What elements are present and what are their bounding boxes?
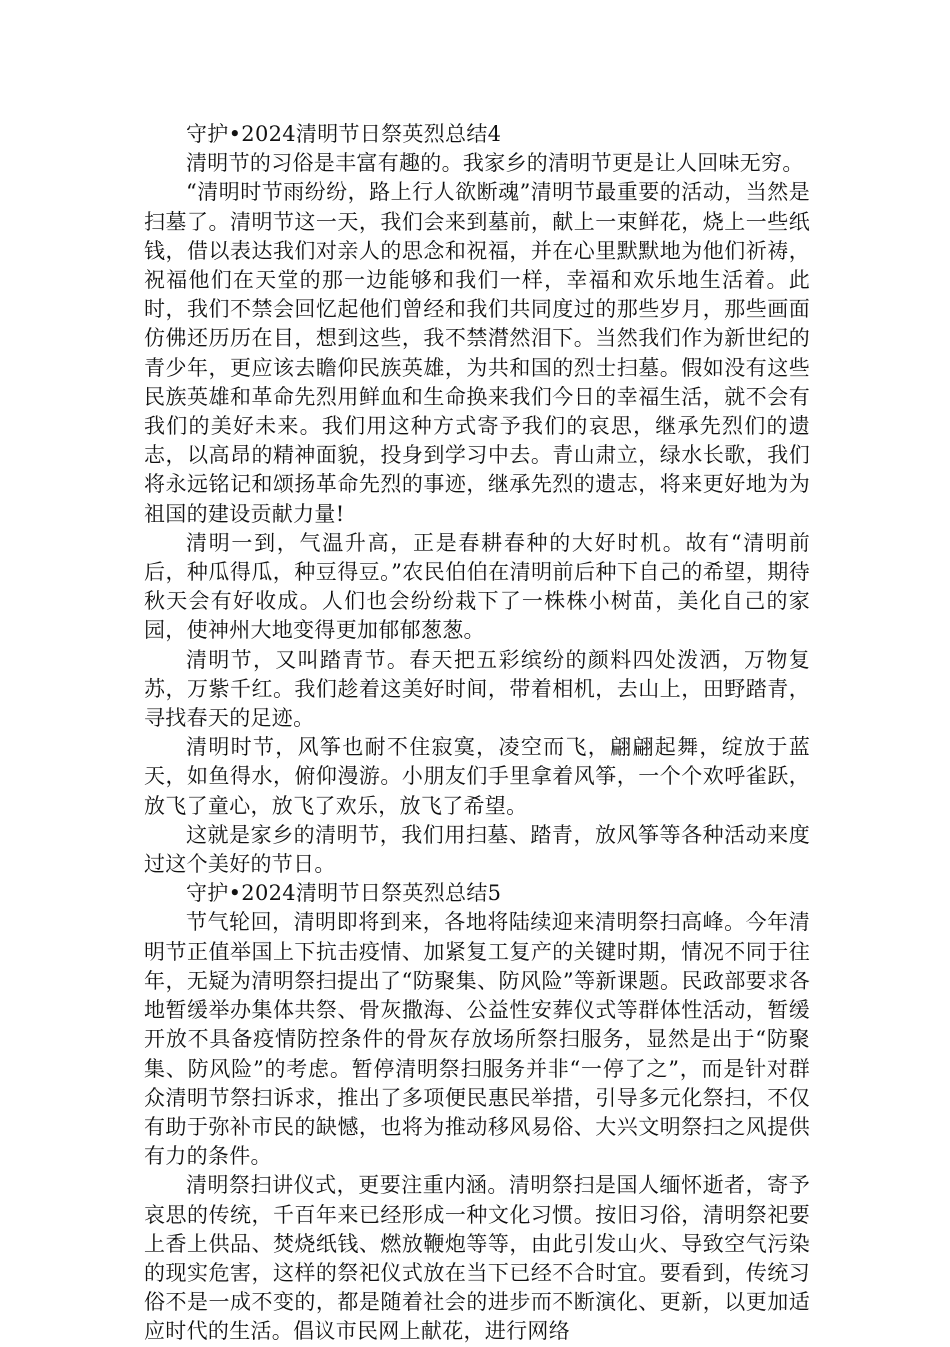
section-heading: 守护•2024清明节日祭英烈总结4 xyxy=(186,122,502,146)
paragraph: 这就是家乡的清明节，我们用扫墓、踏青，放风筝等各种活动来度过这个美好的节日。 xyxy=(144,822,810,877)
section-summary-4 xyxy=(144,120,810,879)
paragraph: 清明祭扫讲仪式，更要注重内涵。清明祭扫是国人缅怀逝者，寄予哀思的传统，千百年来已经形成一种文化习惯。按旧习俗，清明祭祀要上香上供品、焚烧纸钱、燃放鞭炮等等，由此引发山火、导致空气污染的现实危害，这样的祭祀仪式放在当下已经不合时宜。要看到，传统习俗不是一成不变的，都是随着社会的进步而不断演化、更新，以更加适应时代的生活。倡议市民网上献花，进行网络 xyxy=(144,1173,810,1344)
paragraph: 清明节，又叫踏青节。春天把五彩缤纷的颜料四处泼洒，万物复苏，万紫千红。我们趁着这美好时间，带着相机，去山上，田野踏青，寻找春天的足迹。 xyxy=(144,647,810,731)
document-body xyxy=(144,120,810,1347)
paragraph: 节气轮回，清明即将到来，各地将陆续迎来清明祭扫高峰。今年清明节正值举国上下抗击疫情、加紧复工复产的关键时期，情况不同于往年，无疑为清明祭扫提出了“防聚集、防风险”等新课题。民政部要求各地暂缓举办集体共祭、骨灰撒海、公益性安葬仪式等群体性活动，暂缓开放不具备疫情防控条件的骨灰存放场所祭扫服务，显然是出于“防聚集、防风险”的考虑。暂停清明祭扫服务并非“一停了之”，而是针对群众清明节祭扫诉求，推出了多项便民惠民举措，引导多元化祭扫，不仅有助于弥补市民的缺憾，也将为推动移风易俗、大兴文明祭扫之风提供有力的条件。 xyxy=(144,910,810,1169)
section-heading: 守护•2024清明节日祭英烈总结5 xyxy=(186,881,502,906)
paragraph: 清明时节，风筝也耐不住寂寞，凌空而飞，翩翩起舞，绽放于蓝天，如鱼得水，俯仰漫游。小朋友们手里拿着风筝，一个个欢呼雀跃，放飞了童心，放飞了欢乐，放飞了希望。 xyxy=(144,735,810,818)
paragraph: “清明时节雨纷纷，路上行人欲断魂”清明节最重要的活动，当然是扫墓了。清明节这一天，我们会来到墓前，献上一束鲜花，烧上一些纸钱，借以表达我们对亲人的思念和祝福，并在心里默默地为他们祈祷，祝福他们在天堂的那一边能够和我们一样，幸福和欢乐地生活着。此时，我们不禁会回忆起他们曾经和我们共同度过的那些岁月，那些画面仿佛还历历在目，想到这些，我不禁潸然泪下。当然我们作为新世纪的青少年，更应该去瞻仰民族英雄，为共和国的烈士扫墓。假如没有这些民族英雄和革命先烈用鲜血和生命换来我们今日的幸福生活，就不会有我们的美好未来。我们用这种方式寄予我们的哀思，继承先烈们的遗志，以高昂的精神面貌，投身到学习中去。青山肃立，绿水长歌，我们将永远铭记和颂扬革命先烈的事迹，继承先烈的遗志，将来更好地为为祖国的建设贡献力量! xyxy=(144,180,810,526)
paragraph: 清明一到，气温升高，正是春耕春种的大好时机。故有“清明前后，种瓜得瓜，种豆得豆。”农民伯伯在清明前后种下自己的希望，期待秋天会有好收成。人们也会纷纷栽下了一株株小树苗，美化自己的家园，使神州大地变得更加郁郁葱葱。 xyxy=(144,530,810,643)
paragraph: 清明节的习俗是丰富有趣的。我家乡的清明节更是让人回味无穷。 xyxy=(186,151,804,176)
section-summary-5 xyxy=(144,879,810,1346)
